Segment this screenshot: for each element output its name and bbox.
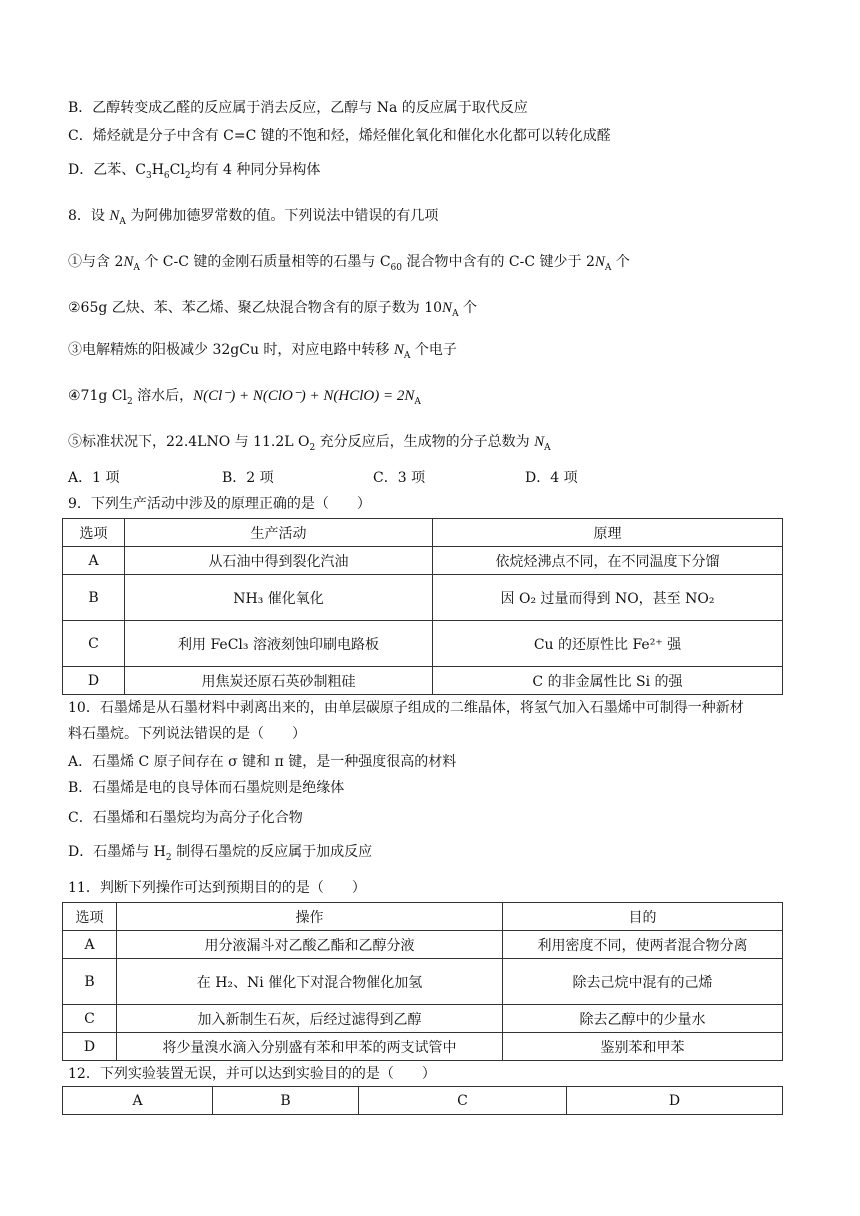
table-cell: 在 H₂、Ni 催化下对混合物催化加氢 [117,959,503,1005]
table-row [63,667,783,695]
table-cell: 从石油中得到裂化汽油 [125,547,433,575]
table-cell: 将少量溴水滴入分别盛有苯和甲苯的两支试管中 [117,1033,503,1061]
table-cell: C [63,1005,117,1033]
q12-table [62,1086,783,1115]
table-cell: B [63,959,117,1005]
table-row [63,931,783,959]
table-cell: D [63,667,125,695]
table-cell: 鉴别苯和甲苯 [503,1033,783,1061]
table-header: 生产活动 [125,519,433,547]
q11-stem: 11．判断下列操作可达到预期目的的是（ ） [68,880,366,896]
q10-option-a[interactable]: A．石墨烯 C 原子间存在 σ 键和 π 键，是一种强度很高的材料 [68,754,457,770]
table-header-row [63,519,783,547]
q8-stem: 8．设 $N_A$ 为阿佛加德罗常数的值。下列说法中错误的有几项 [68,208,439,227]
table-header: 目的 [503,903,783,931]
table-cell: D [63,1033,117,1061]
q7-option-b: B．乙醇转变成乙醛的反应属于消去反应，乙醇与 Na 的反应属于取代反应 [68,100,528,116]
q9-table [62,518,783,695]
table-row [63,1005,783,1033]
q10-option-d[interactable]: D．石墨烯与 $H_2$ 制得石墨烷的反应属于加成反应 [68,844,373,863]
q8-option-b[interactable]: B．2 项 [222,470,274,486]
q8-statement-4: ④71g $Cl_2$ 溶水后，N(Cl⁻) + N(ClO⁻) + N(HClO) = $2N_A$ [68,388,421,407]
table-header-row [63,1087,783,1115]
q10-stem-line1: 10．石墨烯是从石墨材料中剥离出来的，由单层碳原子组成的二维晶体，将氢气加入石墨烯中可制得一种新材 [68,700,744,716]
table-row [63,575,783,621]
q12-stem: 12．下列实验装置无误，并可以达到实验目的的是（ ） [68,1066,436,1082]
q8-statement-5: ⑤标准状况下，22.4LNO 与 11.2L $O_2$ 充分反应后，生成物的分子总数为 $N_A$ [68,434,551,453]
table-cell: B [63,575,125,621]
q10-option-c[interactable]: C．石墨烯和石墨烷均为高分子化合物 [68,810,303,826]
table-cell: 利用密度不同，使两者混合物分离 [503,931,783,959]
table-header: 选项 [63,903,117,931]
table-cell: 除去己烷中混有的己烯 [503,959,783,1005]
table-cell: 依烷烃沸点不同，在不同温度下分馏 [433,547,783,575]
table-cell: C [63,621,125,667]
q8-options [68,468,788,488]
table-header: D [567,1087,783,1115]
table-header: 选项 [63,519,125,547]
table-cell: 用分液漏斗对乙酸乙酯和乙醇分液 [117,931,503,959]
table-header: A [63,1087,213,1115]
table-row [63,547,783,575]
table-cell: 因 O₂ 过量而得到 NO，甚至 NO₂ [433,575,783,621]
q8-option-a[interactable]: A．1 项 [68,470,120,486]
table-cell: A [63,547,125,575]
table-header-row [63,903,783,931]
q10-stem-line2: 料石墨烷。下列说法错误的是（ ） [68,726,306,742]
table-cell: 用焦炭还原石英砂制粗硅 [125,667,433,695]
q8-statement-2: ②65g 乙炔、苯、苯乙烯、聚乙炔混合物含有的原子数为 $10N_A$ 个 [68,300,478,319]
table-row [63,1033,783,1061]
table-cell: 除去乙醇中的少量水 [503,1005,783,1033]
table-header: C [359,1087,567,1115]
q8-option-c[interactable]: C．3 项 [373,470,426,486]
table-cell: 利用 FeCl₃ 溶液刻蚀印刷电路板 [125,621,433,667]
table-header: B [213,1087,359,1115]
q7-option-d: D．乙苯、$C_3H_6Cl_2$均有 4 种同分异构体 [68,162,321,181]
q8-option-d[interactable]: D．4 项 [525,470,578,486]
q9-stem: 9．下列生产活动中涉及的原理正确的是（ ） [68,496,371,512]
q8-statement-3: ③电解精炼的阳极减少 32gCu 时，对应电路中转移 $N_A$ 个电子 [68,342,457,361]
table-cell: NH₃ 催化氧化 [125,575,433,621]
table-header: 操作 [117,903,503,931]
q8-statement-1: ①与含 $2N_A$ 个 C-C 键的金刚石质量相等的石墨与 $C_{60}$ 混合物中含有的 C-C 键少于 $2N_A$ 个 [68,254,630,273]
q10-option-b[interactable]: B．石墨烯是电的良导体而石墨烷则是绝缘体 [68,780,345,796]
table-cell: Cu 的还原性比 Fe²⁺ 强 [433,621,783,667]
table-row [63,959,783,1005]
q7-option-c: C．烯烃就是分子中含有 C=C 键的不饱和烃，烯烃催化氧化和催化水化都可以转化成醛 [68,128,611,144]
q11-table [62,902,783,1061]
table-cell: 加入新制生石灰，后经过滤得到乙醇 [117,1005,503,1033]
table-row [63,621,783,667]
table-cell: A [63,931,117,959]
table-cell: C 的非金属性比 Si 的强 [433,667,783,695]
table-header: 原理 [433,519,783,547]
